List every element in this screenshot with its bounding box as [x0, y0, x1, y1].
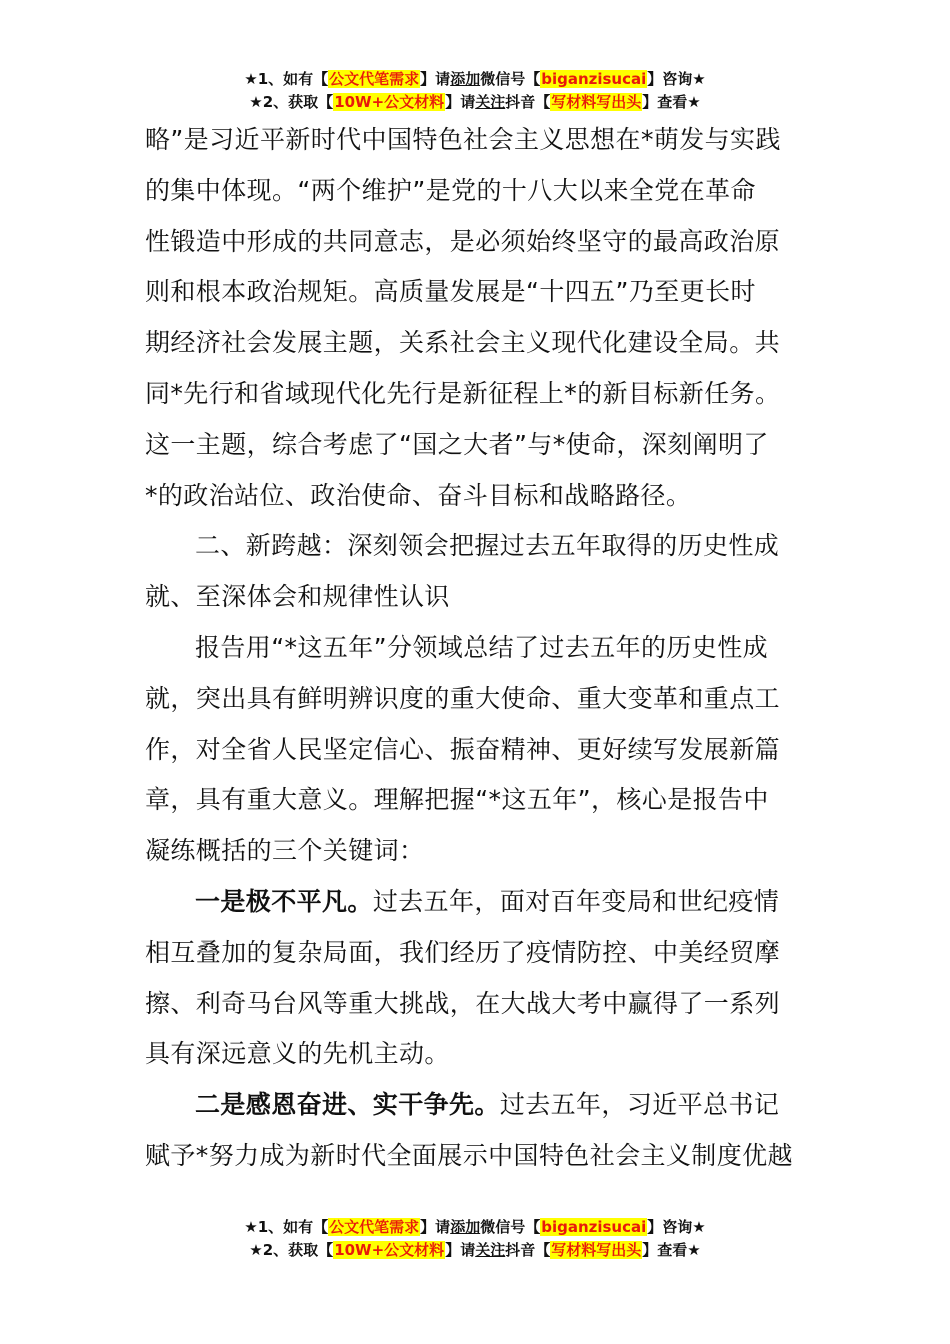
banner-text: 】查看★	[642, 93, 701, 111]
text-fragment: 过去五年，面对百年变局和世纪疫情	[372, 886, 780, 916]
banner-highlight: 写材料写出头	[551, 93, 642, 111]
text-line: 凝练概括的三个关键词：	[145, 836, 425, 866]
banner-text: 】请	[420, 70, 451, 88]
text-line: 略”是习近平新时代中国特色社会主义思想在*萌发与实践	[145, 125, 781, 154]
banner-text: 】请	[445, 1241, 476, 1259]
banner-text: 微信号【	[480, 70, 541, 88]
banner-highlight: 10W+公文材料	[334, 93, 445, 111]
text-line: 报告用“*这五年”分领域总结了过去五年的历史性成	[195, 632, 769, 662]
text-line: 性锻造中形成的共同意志，是必须始终坚守的最高政治原	[145, 226, 781, 256]
text-fragment: 过去五年，习近平总书记	[499, 1090, 780, 1120]
banner-highlight: 公文代笔需求	[329, 1218, 420, 1236]
banner-text: ★2、获取【	[249, 93, 334, 111]
text-line-with-keyword	[145, 1080, 805, 1131]
text-line: 相互叠加的复杂局面，我们经历了疫情防控、中美经贸摩	[145, 937, 781, 967]
document-body	[145, 115, 805, 1182]
banner-text: 抖音【	[505, 93, 551, 111]
text-line: 具有深远意义的先机主动。	[145, 1039, 450, 1069]
banner-text: 微信号【	[480, 1218, 541, 1236]
text-line-with-keyword	[145, 877, 805, 928]
section-heading: 二、新跨越：深刻领会把握过去五年取得的历史性成	[195, 531, 780, 561]
banner-line-2	[0, 1239, 950, 1262]
banner-underlined-text: 添加	[450, 70, 481, 88]
banner-text: 】咨询★	[647, 1218, 706, 1236]
text-line: 擦、利奇马台风等重大挑战，在大战大考中赢得了一系列	[145, 988, 781, 1018]
banner-highlight: biganzisucai	[541, 1218, 647, 1236]
keyword-bold: 二是感恩奋进、实干争先。	[195, 1090, 500, 1120]
banner-line-1	[0, 1216, 950, 1239]
banner-line-1	[0, 68, 950, 91]
banner-highlight: biganzisucai	[541, 70, 647, 88]
text-line: 的集中体现。“两个维护”是党的十八大以来全党在革命	[145, 175, 756, 205]
banner-text: 】请	[420, 1218, 451, 1236]
text-line: 则和根本政治规矩。高质量发展是“十四五”乃至更长时	[145, 277, 756, 307]
text-line: 这一主题，综合考虑了“国之大者”与*使命，深刻阐明了	[145, 429, 769, 459]
banner-text: 】查看★	[642, 1241, 701, 1259]
banner-underlined-text: 关注	[475, 93, 506, 111]
text-line: 赋予*努力成为新时代全面展示中国特色社会主义制度优越	[145, 1140, 793, 1170]
footer-banner	[0, 1216, 950, 1262]
banner-line-2	[0, 91, 950, 114]
banner-text: ★2、获取【	[249, 1241, 334, 1259]
banner-highlight: 公文代笔需求	[329, 70, 420, 88]
text-line: 作，对全省人民坚定信心、振奋精神、更好续写发展新篇	[145, 734, 781, 764]
banner-highlight: 写材料写出头	[551, 1241, 642, 1259]
banner-underlined-text: 添加	[450, 1218, 481, 1236]
banner-text: 】咨询★	[647, 70, 706, 88]
text-line: 同*先行和省域现代化先行是新征程上*的新目标新任务。	[145, 378, 781, 408]
banner-highlight: 10W+公文材料	[334, 1241, 445, 1259]
text-line: 期经济社会发展主题，关系社会主义现代化建设全局。共	[145, 328, 781, 358]
banner-text: 】请	[445, 93, 476, 111]
banner-text: 抖音【	[505, 1241, 551, 1259]
keyword-bold: 一是极不平凡。	[195, 886, 373, 916]
section-heading: 就、至深体会和规律性认识	[145, 582, 450, 612]
text-line: 章，具有重大意义。理解把握“*这五年”，核心是报告中	[145, 785, 769, 815]
header-banner	[0, 68, 950, 114]
text-line: *的政治站位、政治使命、奋斗目标和战略路径。	[145, 480, 692, 510]
banner-underlined-text: 关注	[475, 1241, 506, 1259]
text-line: 就，突出具有鲜明辨识度的重大使命、重大变革和重点工	[145, 683, 781, 713]
banner-text: ★1、如有【	[244, 1218, 329, 1236]
banner-text: ★1、如有【	[244, 70, 329, 88]
